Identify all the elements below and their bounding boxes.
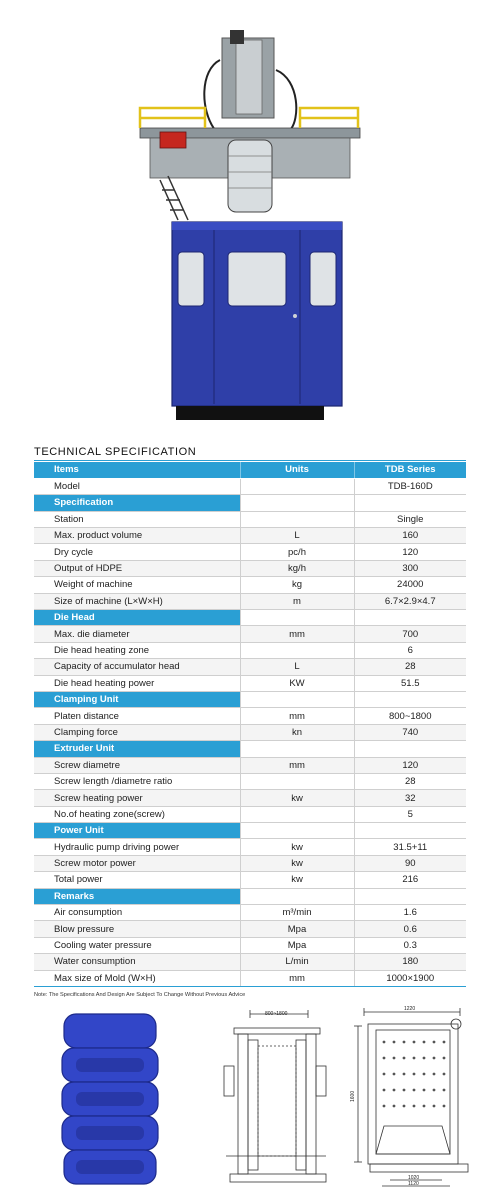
row-unit: Mpa [240, 937, 354, 953]
row-unit [240, 642, 354, 658]
table-row [34, 757, 466, 773]
table-row [34, 872, 466, 888]
side-view-drawing [350, 1002, 480, 1192]
table-row [34, 528, 466, 544]
table-row [34, 708, 466, 724]
section-spacer [354, 495, 466, 511]
row-unit: L [240, 528, 354, 544]
section-title: Specification [34, 495, 240, 511]
header-series: TDB Series [354, 462, 466, 478]
row-value: 700 [354, 626, 466, 642]
row-unit: m [240, 593, 354, 609]
row-item: Max size of Mold (W×H) [34, 970, 240, 986]
row-value: Single [354, 511, 466, 527]
row-unit: mm [240, 757, 354, 773]
product-photo [50, 1010, 170, 1190]
side-dim-bottom-2: 1120 [408, 1181, 419, 1187]
table-row [34, 544, 466, 560]
table-row [34, 511, 466, 527]
row-item: Max. die diameter [34, 626, 240, 642]
section-spacer [354, 691, 466, 707]
row-value: 120 [354, 757, 466, 773]
machine-photo [0, 0, 500, 440]
row-item: Weight of machine [34, 577, 240, 593]
row-value: 24000 [354, 577, 466, 593]
row-unit: L [240, 659, 354, 675]
row-value: 5 [354, 806, 466, 822]
table-row [34, 577, 466, 593]
row-item: Screw heating power [34, 790, 240, 806]
row-value: 90 [354, 855, 466, 871]
section-spacer [240, 888, 354, 904]
row-item: Die head heating zone [34, 642, 240, 658]
front-view-drawing [220, 1006, 330, 1191]
row-value: 0.6 [354, 921, 466, 937]
section-spacer [240, 495, 354, 511]
row-item: Die head heating power [34, 675, 240, 691]
row-item: Output of HDPE [34, 560, 240, 576]
spec-title: TECHNICAL SPECIFICATION [34, 446, 197, 458]
row-item: Station [34, 511, 240, 527]
model-unit [240, 478, 354, 494]
row-unit: KW [240, 675, 354, 691]
row-item: Size of machine (L×W×H) [34, 593, 240, 609]
table-row [34, 790, 466, 806]
section-row [34, 691, 466, 707]
model-value: TDB-160D [354, 478, 466, 494]
table-row [34, 905, 466, 921]
row-item: Max. product volume [34, 528, 240, 544]
row-value: 740 [354, 724, 466, 740]
spec-table [34, 462, 466, 987]
front-dim-top: 800~1800 [265, 1011, 288, 1017]
table-row [34, 724, 466, 740]
row-item: Screw length /diametre ratio [34, 773, 240, 789]
row-value: 6 [354, 642, 466, 658]
row-unit: Mpa [240, 921, 354, 937]
row-unit: m³/min [240, 905, 354, 921]
row-unit: mm [240, 970, 354, 986]
row-item: Platen distance [34, 708, 240, 724]
section-row [34, 823, 466, 839]
section-spacer [354, 610, 466, 626]
row-unit: kw [240, 855, 354, 871]
row-value: 28 [354, 773, 466, 789]
section-spacer [354, 823, 466, 839]
section-title: Extruder Unit [34, 741, 240, 757]
table-bottom-rule [34, 986, 466, 987]
row-value: 300 [354, 560, 466, 576]
table-row [34, 626, 466, 642]
row-item: Dry cycle [34, 544, 240, 560]
table-row [34, 954, 466, 970]
table-row [34, 675, 466, 691]
section-spacer [354, 741, 466, 757]
row-value: 6.7×2.9×4.7 [354, 593, 466, 609]
row-unit: kw [240, 839, 354, 855]
table-row [34, 593, 466, 609]
row-item: Cooling water pressure [34, 937, 240, 953]
section-spacer [240, 610, 354, 626]
row-item: Capacity of accumulator head [34, 659, 240, 675]
row-value: 180 [354, 954, 466, 970]
table-row [34, 773, 466, 789]
row-item: Blow pressure [34, 921, 240, 937]
row-value: 0.3 [354, 937, 466, 953]
section-title: Power Unit [34, 823, 240, 839]
table-row [34, 806, 466, 822]
row-unit [240, 511, 354, 527]
model-row [34, 478, 466, 494]
section-spacer [354, 888, 466, 904]
row-unit: pc/h [240, 544, 354, 560]
table-row [34, 659, 466, 675]
row-item: Air consumption [34, 905, 240, 921]
row-value: 28 [354, 659, 466, 675]
section-title: Die Head [34, 610, 240, 626]
row-item: Total power [34, 872, 240, 888]
table-row [34, 642, 466, 658]
table-row [34, 560, 466, 576]
section-row [34, 495, 466, 511]
row-unit: kg/h [240, 560, 354, 576]
row-value: 31.5+11 [354, 839, 466, 855]
section-spacer [240, 691, 354, 707]
row-unit: kw [240, 872, 354, 888]
table-row [34, 937, 466, 953]
side-dim-top: 1220 [404, 1006, 416, 1012]
section-spacer [240, 823, 354, 839]
row-item: Hydraulic pump driving power [34, 839, 240, 855]
side-dim-left: 1600 [350, 1090, 356, 1102]
row-unit: mm [240, 626, 354, 642]
section-title: Clamping Unit [34, 691, 240, 707]
header-units: Units [240, 462, 354, 478]
section-row [34, 610, 466, 626]
spec-note: Note: The Specifications And Design Are Subject To Change Without Previous Advice [34, 992, 246, 998]
section-title: Remarks [34, 888, 240, 904]
row-value: 32 [354, 790, 466, 806]
table-row [34, 970, 466, 986]
row-value: 216 [354, 872, 466, 888]
row-item: No.of heating zone(screw) [34, 806, 240, 822]
row-unit [240, 773, 354, 789]
row-unit: L/min [240, 954, 354, 970]
spec-header-row [34, 462, 466, 478]
row-unit: mm [240, 708, 354, 724]
row-unit [240, 806, 354, 822]
row-value: 51.5 [354, 675, 466, 691]
row-value: 800~1800 [354, 708, 466, 724]
row-unit: kw [240, 790, 354, 806]
row-unit: kn [240, 724, 354, 740]
row-item: Clamping force [34, 724, 240, 740]
table-row [34, 921, 466, 937]
table-row [34, 839, 466, 855]
section-row [34, 888, 466, 904]
row-value: 1.6 [354, 905, 466, 921]
section-row [34, 741, 466, 757]
row-item: Screw diametre [34, 757, 240, 773]
side-dim-bottom-1: 1020 [408, 1175, 420, 1181]
row-unit: kg [240, 577, 354, 593]
header-items: Items [34, 462, 240, 478]
row-value: 160 [354, 528, 466, 544]
row-item: Screw motor power [34, 855, 240, 871]
row-value: 1000×1900 [354, 970, 466, 986]
row-value: 120 [354, 544, 466, 560]
section-spacer [240, 741, 354, 757]
model-label: Model [34, 478, 240, 494]
row-item: Water consumption [34, 954, 240, 970]
table-row [34, 855, 466, 871]
spec-title-rule [34, 460, 466, 461]
